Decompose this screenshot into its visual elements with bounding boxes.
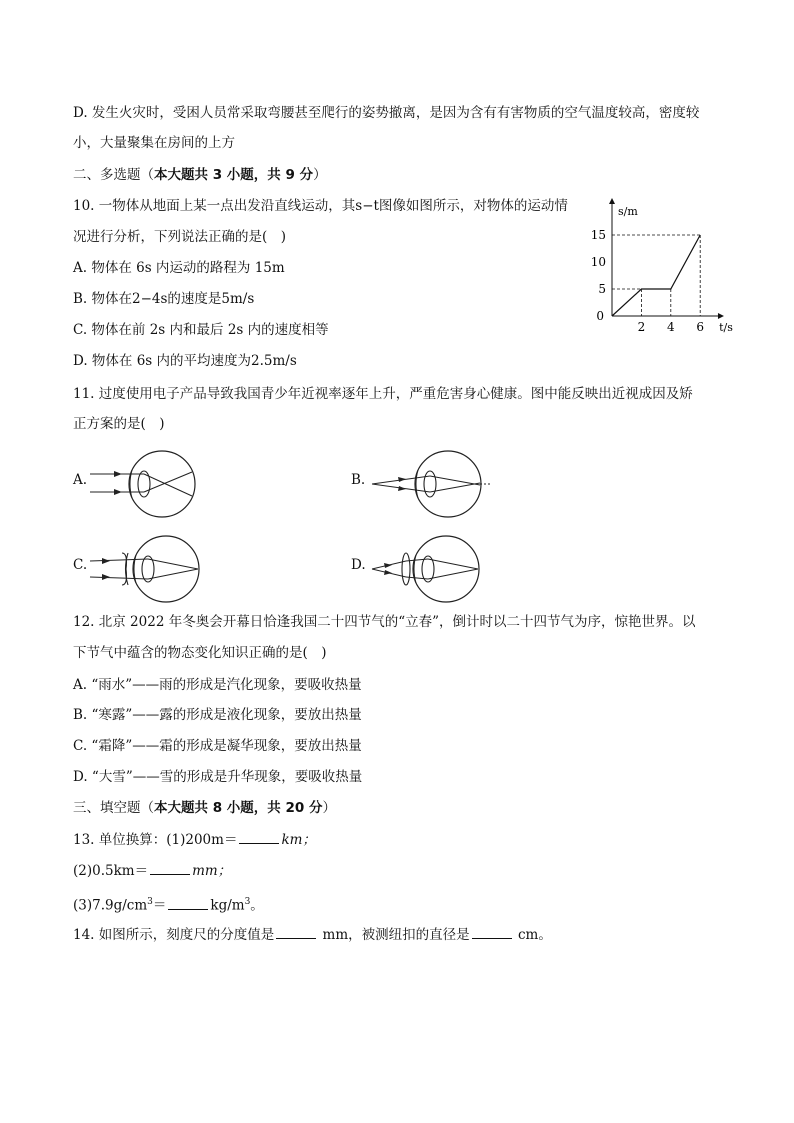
x-tick-label: 2: [637, 320, 646, 334]
q10-option-c: C. 物体在前 2s 内和最后 2s 内的速度相等: [73, 322, 329, 338]
origin-label: 0: [596, 309, 604, 323]
q12-option-d: D. “大雪”——雪的形成是升华现象，要吸收热量: [73, 769, 363, 785]
q12-stem-line2: 下节气中蕴含的物态变化知识正确的是( ): [73, 645, 327, 661]
q13-part3: $(3)7.9g/cm^3= kg/m^3$。: [73, 897, 264, 914]
eye-diagram-b: [368, 446, 493, 522]
y-axis-arrow: [609, 198, 615, 204]
q11-option-c-label: C.: [73, 557, 88, 573]
q14-blank-1[interactable]: [276, 926, 316, 939]
q13-part2: (2)0.5km＝ mm；: [73, 863, 232, 879]
q13-part1: 13. 单位换算：(1)200m＝ km；: [73, 832, 316, 848]
x-axis-label: t/s: [719, 321, 733, 334]
q11-stem-line2: 正方案的是( ): [73, 416, 165, 432]
q10-stem-line1: 10. 一物体从地面上某一点出发沿直线运动，其s−t图像如图所示，对物体的运动情: [73, 198, 568, 214]
q11-option-d-label: D.: [351, 557, 366, 573]
section2-heading: 二、多选题（本大题共 3 小题，共 9 分）: [73, 167, 327, 183]
y-axis-label: s/m: [618, 205, 638, 218]
q9-option-d-line2: 小，大量聚集在房间的上方: [73, 135, 235, 151]
q12-option-b: B. “寒露”——露的形成是液化现象，要放出热量: [73, 707, 362, 723]
q11-stem-line1: 11. 过度使用电子产品导致我国青少年近视率逐年上升，严重危害身心健康。图中能反映出近视成因及矫: [73, 386, 693, 402]
q12-option-a: A. “雨水”——雨的形成是汽化现象，要吸收热量: [73, 677, 362, 693]
x-tick-label: 4: [666, 320, 675, 334]
q11-option-a-label: A.: [73, 472, 88, 488]
q12-stem-line1: 12. 北京 2022 年冬奥会开幕日恰逢我国二十四节气的“立春”，倒计时以二十四节气为序，惊艳世界。以: [73, 614, 696, 630]
y-tick-label: 10: [590, 255, 606, 269]
eye-diagram-c: [88, 531, 208, 607]
q12-option-c: C. “霜降”——霜的形成是凝华现象，要放出热量: [73, 738, 362, 754]
q10-stem-line2: 况进行分析，下列说法正确的是( ): [73, 229, 287, 245]
series-line: [612, 235, 700, 316]
q10-option-d: D. 物体在 6s 内的平均速度为2.5m/s: [73, 353, 297, 369]
q10-option-b: B. 物体在2−4s的速度是5m/s: [73, 291, 255, 307]
q13-blank-1[interactable]: [239, 831, 279, 844]
q14-stem: 14. 如图所示，刻度尺的分度值是 mm，被测纽扣的直径是 cm。: [73, 927, 552, 943]
eye-diagram-a: [88, 446, 208, 522]
st-graph: [590, 196, 733, 340]
q13-blank-2[interactable]: [150, 862, 190, 875]
section3-heading: 三、填空题（本大题共 8 小题，共 20 分）: [73, 800, 336, 816]
y-tick-label: 15: [590, 228, 606, 242]
q14-blank-2[interactable]: [472, 926, 512, 939]
q10-option-a: A. 物体在 6s 内运动的路程为 15m: [73, 260, 285, 276]
y-tick-label: 5: [598, 282, 606, 296]
q11-option-b-label: B.: [351, 472, 366, 488]
x-axis-arrow: [718, 313, 724, 319]
x-tick-label: 6: [696, 320, 705, 334]
q13-blank-3[interactable]: [168, 897, 208, 910]
q9-option-d-line1: D. 发生火灾时，受困人员常采取弯腰甚至爬行的姿势撤离，是因为含有有害物质的空气温度较高，密度较: [73, 105, 700, 121]
eye-diagram-d: [368, 531, 488, 607]
